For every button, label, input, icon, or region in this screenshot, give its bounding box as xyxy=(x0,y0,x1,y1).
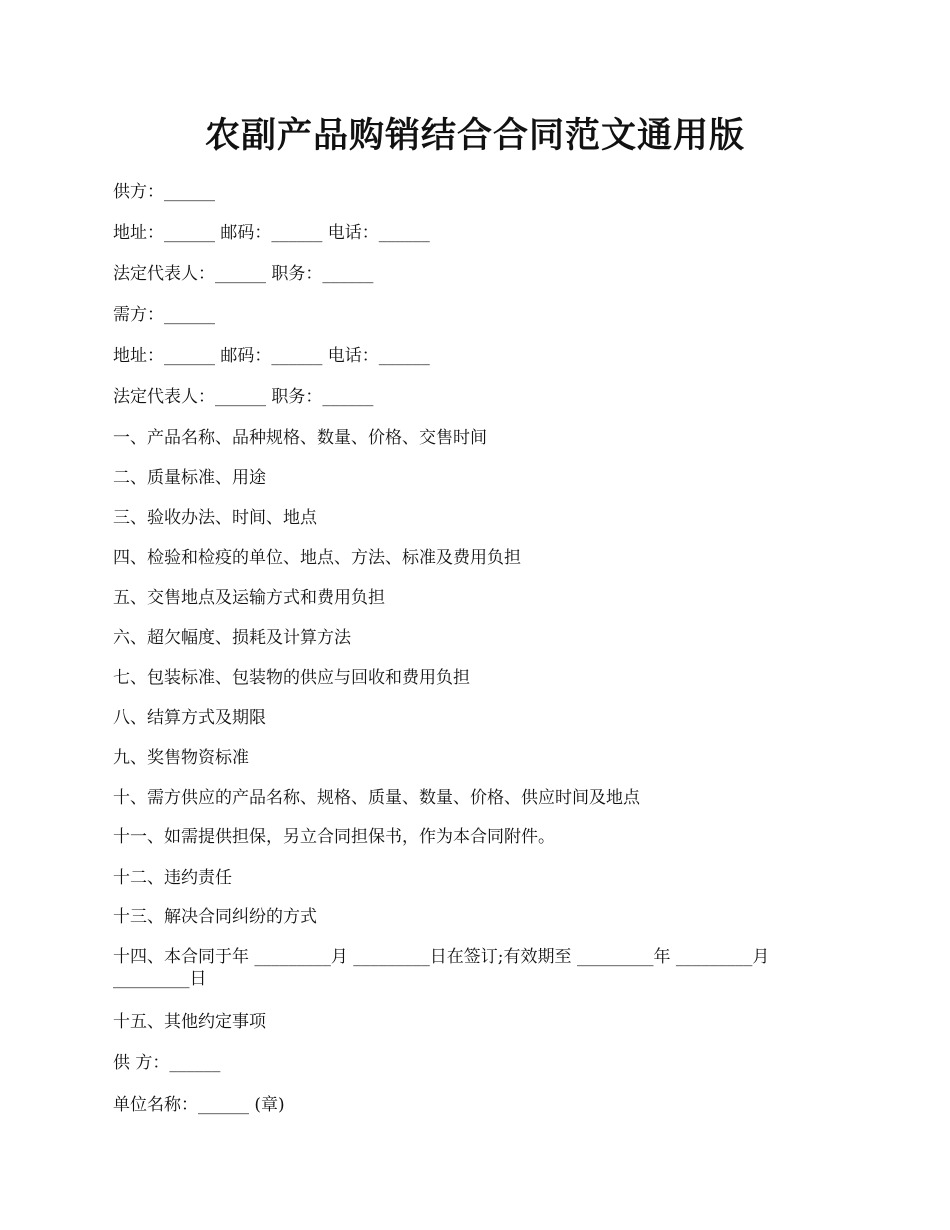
clause-8: 八、结算方式及期限 xyxy=(113,708,266,728)
clause-4: 四、检验和检疫的单位、地点、方法、标准及费用负担 xyxy=(113,548,521,568)
supplier-legal-rep-line: 法定代表人：______ 职务：______ xyxy=(113,264,374,284)
buyer-legal-rep-line: 法定代表人：______ 职务：______ xyxy=(113,387,374,407)
document-title: 农副产品购销结合合同范文通用版 xyxy=(204,115,745,156)
clause-13: 十三、解决合同纠纷的方式 xyxy=(113,907,317,927)
signature-unit-name-line: 单位名称：______ (章) xyxy=(113,1095,285,1115)
clause-3: 三、验收办法、时间、地点 xyxy=(113,508,317,528)
supplier-line: 供方：______ xyxy=(113,182,215,202)
signature-supplier-line: 供 方：______ xyxy=(113,1053,221,1073)
clause-5: 五、交售地点及运输方式和费用负担 xyxy=(113,588,385,608)
clause-15: 十五、其他约定事项 xyxy=(113,1012,266,1032)
clause-6: 六、超欠幅度、损耗及计算方法 xyxy=(113,628,351,648)
supplier-address-line: 地址：______ 邮码：______ 电话：______ xyxy=(113,223,430,243)
clause-2: 二、质量标准、用途 xyxy=(113,468,266,488)
buyer-line: 需方：______ xyxy=(113,305,215,325)
clause-12: 十二、违约责任 xyxy=(113,868,232,888)
clause-1: 一、产品名称、品种规格、数量、价格、交售时间 xyxy=(113,428,487,448)
clause-14: 十四、本合同于年 _________月 _________日在签订;有效期至 _________年 _________月 _________日 xyxy=(113,947,770,989)
clause-9: 九、奖售物资标准 xyxy=(113,748,249,768)
buyer-address-line: 地址：______ 邮码：______ 电话：______ xyxy=(113,346,430,366)
clause-7: 七、包装标准、包装物的供应与回收和费用负担 xyxy=(113,668,470,688)
clause-10: 十、需方供应的产品名称、规格、质量、数量、价格、供应时间及地点 xyxy=(113,788,640,808)
clause-11: 十一、如需提供担保，另立合同担保书，作为本合同附件。 xyxy=(113,827,555,847)
